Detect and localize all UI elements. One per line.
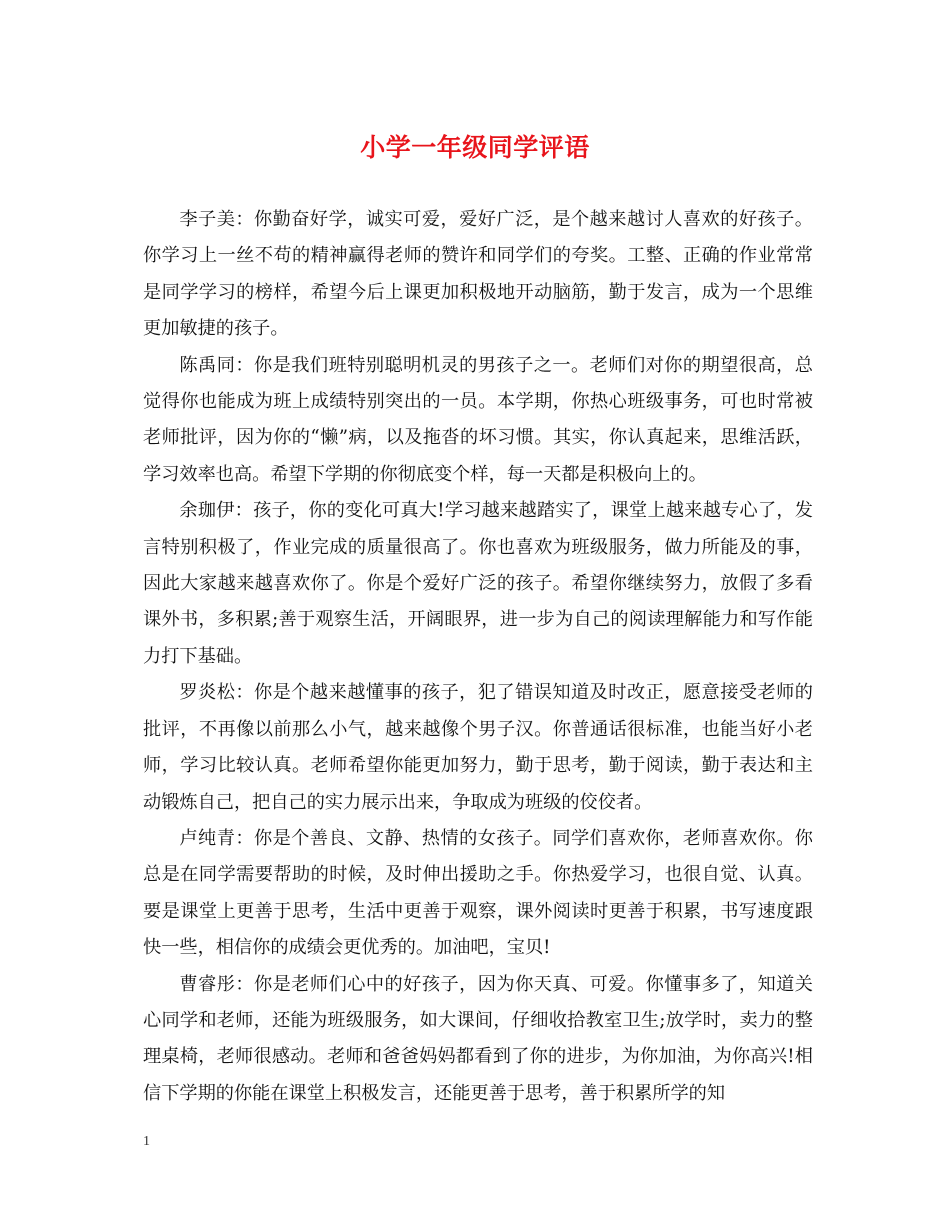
document-title: 小学一年级同学评语	[360, 133, 590, 162]
page-number: 1	[143, 1134, 150, 1149]
document-body	[143, 202, 813, 1112]
paragraph-5: 卢纯青：你是个善良、文静、热情的女孩子。同学们喜欢你，老师喜欢你。你总是在同学需要帮助的时候，及时伸出援助之手。你热爱学习，也很自觉、认真。要是课堂上更善于思考，生活中更善于观察，课外阅读时更善于积累，书写速度跟快一些，相信你的成绩会更优秀的。加油吧，宝贝!	[143, 827, 813, 959]
paragraph-6: 曹睿彤：你是老师们心中的好孩子，因为你天真、可爱。你懂事多了，知道关心同学和老师，还能为班级服务，如大课间，仔细收拾教室卫生;放学时，卖力的整理桌椅，老师很感动。老师和爸爸妈妈都看到了你的进步，为你加油，为你高兴!相信下学期的你能在课堂上积极发言，还能更善于思考，善于积累所学的知	[143, 973, 813, 1104]
paragraph-3: 余珈伊：孩子，你的变化可真大!学习越来越踏实了，课堂上越来越专心了，发言特别积极了，作业完成的质量很高了。你也喜欢为班级服务，做力所能及的事，因此大家越来越喜欢你了。你是个爱好广泛的孩子。希望你继续努力，放假了多看课外书，多积累;善于观察生活，开阔眼界，进一步为自己的阅读理解能力和写作能力打下基础。	[143, 500, 813, 667]
paragraph-2: 陈禹同：你是我们班特别聪明机灵的男孩子之一。老师们对你的期望很高，总觉得你也能成为班上成绩特别突出的一员。本学期，你热心班级事务，可也时常被老师批评，因为你的“懒”病，以及拖沓的坏习惯。其实，你认真起来，思维活跃，学习效率也高。希望下学期的你彻底变个样，每一天都是积极向上的。	[143, 354, 813, 485]
paragraph-1: 李子美：你勤奋好学，诚实可爱，爱好广泛，是个越来越讨人喜欢的好孩子。你学习上一丝不苟的精神赢得老师的赞许和同学们的夸奖。工整、正确的作业常常是同学学习的榜样，希望今后上课更加积极地开动脑筋，勤于发言，成为一个思维更加敏捷的孩子。	[143, 209, 813, 340]
paragraph-4: 罗炎松：你是个越来越懂事的孩子，犯了错误知道及时改正，愿意接受老师的批评，不再像以前那么小气，越来越像个男子汉。你普通话很标准，也能当好小老师，学习比较认真。老师希望你能更加努力，勤于思考，勤于阅读，勤于表达和主动锻炼自己，把自己的实力展示出来，争取成为班级的佼佼者。	[143, 682, 813, 813]
